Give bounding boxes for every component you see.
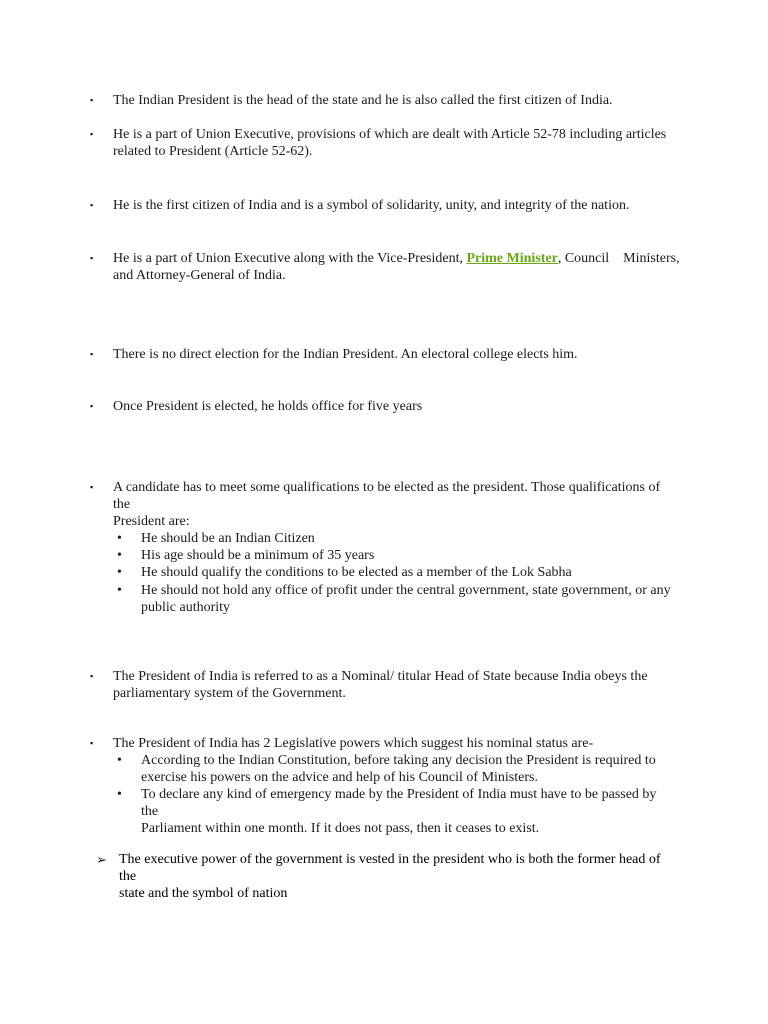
power-line: Parliament within one month. If it does not pass, then it ceases to exist. [141,821,540,836]
item-text: Once President is elected, he holds office for five years [113,399,423,414]
dot-bullet-icon: • [117,548,122,563]
qualification-line: He should not hold any office of profit under the central government, state government, or any [141,583,671,598]
item-line [113,250,680,267]
arrow-bullet-icon: ➢ [96,852,107,867]
qualification-text: His age should be a minimum of 35 years [141,548,375,563]
item-text-segment: , Council Ministers, [557,251,680,266]
power-text [141,752,677,786]
square-bullet-icon: ▪ [90,95,94,105]
item-line: The President of India is referred to as a Nominal/ titular Head of State because India obeys the [113,669,648,684]
item-text [113,250,680,284]
power-text [141,786,677,837]
item-text [119,851,681,902]
dot-bullet-icon: • [117,787,122,802]
item-text: The President of India has 2 Legislative powers which suggest his nominal status are- [113,736,594,751]
power-line: To declare any kind of emergency made by the President of India must have to be passed by the [141,787,657,819]
item-text: There is no direct election for the Indian President. An electoral college elects him. [113,347,578,362]
item-line: related to President (Article 52-62). [113,144,313,159]
item-text: He is the first citizen of India and is a symbol of solidarity, unity, and integrity of the nation. [113,198,630,213]
square-bullet-icon: ▪ [90,401,94,411]
qualification-text: He should qualify the conditions to be elected as a member of the Lok Sabha [141,565,572,580]
item-text [113,126,675,160]
square-bullet-icon: ▪ [90,738,94,748]
item-text-segment: He is a part of Union Executive along with the Vice-President, [113,251,467,266]
item-line: A candidate has to meet some qualifications to be elected as the president. Those qualifications of the [113,480,661,512]
dot-bullet-icon: • [117,565,122,580]
square-bullet-icon: ▪ [90,253,94,263]
item-line: and Attorney-General of India. [113,268,286,283]
prime-minister-link[interactable]: Prime Minister [466,251,558,266]
square-bullet-icon: ▪ [90,349,94,359]
dot-bullet-icon: • [117,531,122,546]
item-line: state and the symbol of nation [119,886,288,901]
item-line: parliamentary system of the Government. [113,686,346,701]
dot-bullet-icon: • [117,753,122,768]
square-bullet-icon: ▪ [90,129,94,139]
square-bullet-icon: ▪ [90,671,94,681]
item-text [113,668,675,702]
item-line: President are: [113,514,190,529]
qualification-text: He should be an Indian Citizen [141,531,315,546]
item-line: The executive power of the government is vested in the president who is both the former head of the [119,852,661,884]
power-line: exercise his powers on the advice and help of his Council of Ministers. [141,770,538,785]
power-line: According to the Indian Constitution, before taking any decision the President is required to [141,753,656,768]
square-bullet-icon: ▪ [90,482,94,492]
square-bullet-icon: ▪ [90,200,94,210]
item-text [113,479,675,530]
qualification-line: public authority [141,600,231,615]
dot-bullet-icon: • [117,583,122,598]
item-line: He is a part of Union Executive, provisions of which are dealt with Article 52-78 including articles [113,127,667,142]
item-text: The Indian President is the head of the state and he is also called the first citizen of India. [113,93,613,108]
qualification-text [141,582,677,616]
